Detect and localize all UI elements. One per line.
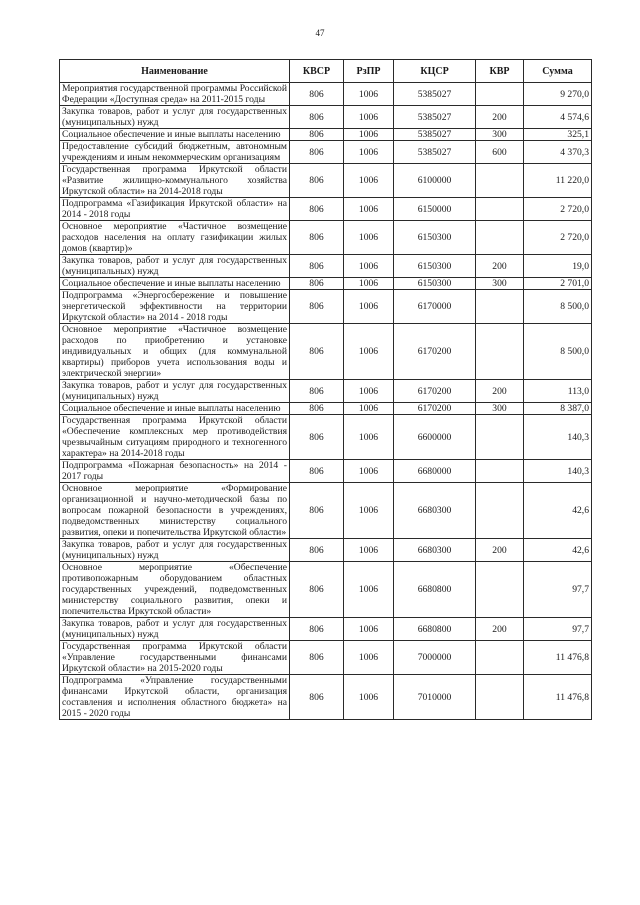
cell-rzpr: 1006	[344, 539, 394, 562]
cell-sum: 4 370,3	[524, 141, 592, 164]
cell-kvsr: 806	[290, 164, 344, 198]
cell-sum: 8 500,0	[524, 290, 592, 324]
cell-name: Основное мероприятие «Обеспечение противопожарным оборудованием областных государственных учреждений, подведомственных министерству социального развития, опеки и попечительства Иркутской области»	[60, 562, 290, 618]
table-row	[60, 141, 592, 164]
cell-kcsr: 6170000	[394, 290, 476, 324]
cell-sum: 8 387,0	[524, 403, 592, 415]
cell-kcsr: 6150300	[394, 221, 476, 255]
cell-kvr	[476, 460, 524, 483]
cell-kvsr: 806	[290, 290, 344, 324]
cell-kcsr: 6170200	[394, 324, 476, 380]
cell-kcsr: 5385027	[394, 129, 476, 141]
table-row	[60, 675, 592, 720]
cell-kvsr: 806	[290, 255, 344, 278]
table-row	[60, 278, 592, 290]
table-row	[60, 641, 592, 675]
cell-sum: 11 476,8	[524, 675, 592, 720]
cell-kvsr: 806	[290, 483, 344, 539]
cell-rzpr: 1006	[344, 83, 394, 106]
cell-kvsr: 806	[290, 83, 344, 106]
cell-name: Основное мероприятие «Формирование организационной и научно-методической базы по вопросам пожарной безопасности в учреждениях, подведомственных министерству социального развития, опеки и попечительства Иркутской области»	[60, 483, 290, 539]
cell-kcsr: 7010000	[394, 675, 476, 720]
cell-kvsr: 806	[290, 618, 344, 641]
cell-name: Закупка товаров, работ и услуг для государственных (муниципальных) нужд	[60, 380, 290, 403]
table-row	[60, 403, 592, 415]
cell-kvsr: 806	[290, 562, 344, 618]
cell-name: Подпрограмма «Пожарная безопасность» на 2014 - 2017 годы	[60, 460, 290, 483]
cell-kcsr: 6150300	[394, 278, 476, 290]
cell-kvr: 300	[476, 278, 524, 290]
cell-rzpr: 1006	[344, 198, 394, 221]
cell-sum: 2 701,0	[524, 278, 592, 290]
cell-name: Подпрограмма «Газификация Иркутской области» на 2014 - 2018 годы	[60, 198, 290, 221]
table-row	[60, 618, 592, 641]
cell-rzpr: 1006	[344, 255, 394, 278]
header-kvr: КВР	[476, 60, 524, 83]
cell-kcsr: 6170200	[394, 403, 476, 415]
cell-kvr: 300	[476, 129, 524, 141]
cell-name: Закупка товаров, работ и услуг для государственных (муниципальных) нужд	[60, 618, 290, 641]
budget-table	[59, 59, 592, 720]
cell-rzpr: 1006	[344, 380, 394, 403]
cell-kcsr: 6680800	[394, 562, 476, 618]
cell-kcsr: 5385027	[394, 83, 476, 106]
cell-kvr: 300	[476, 403, 524, 415]
cell-kvsr: 806	[290, 460, 344, 483]
table-row	[60, 255, 592, 278]
table-row	[60, 164, 592, 198]
table-body	[60, 83, 592, 720]
cell-kvsr: 806	[290, 415, 344, 460]
cell-sum: 11 220,0	[524, 164, 592, 198]
cell-sum: 113,0	[524, 380, 592, 403]
cell-rzpr: 1006	[344, 141, 394, 164]
cell-kvr	[476, 198, 524, 221]
cell-kvr	[476, 83, 524, 106]
cell-kcsr: 6680800	[394, 618, 476, 641]
cell-kvsr: 806	[290, 278, 344, 290]
table-row	[60, 221, 592, 255]
cell-kvr: 200	[476, 380, 524, 403]
cell-kvsr: 806	[290, 641, 344, 675]
cell-kvsr: 806	[290, 106, 344, 129]
cell-kvsr: 806	[290, 324, 344, 380]
header-sum: Сумма	[524, 60, 592, 83]
cell-rzpr: 1006	[344, 278, 394, 290]
cell-sum: 42,6	[524, 539, 592, 562]
cell-name: Подпрограмма «Управление государственными финансами Иркутской области, организация составления и исполнения областного бюджета» на 2015 - 2020 годы	[60, 675, 290, 720]
table-row	[60, 129, 592, 141]
cell-name: Закупка товаров, работ и услуг для государственных (муниципальных) нужд	[60, 539, 290, 562]
cell-sum: 2 720,0	[524, 221, 592, 255]
header-kvsr: КВСР	[290, 60, 344, 83]
cell-name: Социальное обеспечение и иные выплаты населению	[60, 403, 290, 415]
cell-sum: 325,1	[524, 129, 592, 141]
table-row	[60, 83, 592, 106]
cell-kvsr: 806	[290, 129, 344, 141]
cell-kcsr: 6100000	[394, 164, 476, 198]
cell-kcsr: 6680300	[394, 483, 476, 539]
table-row	[60, 198, 592, 221]
cell-rzpr: 1006	[344, 129, 394, 141]
table-row	[60, 460, 592, 483]
cell-sum: 2 720,0	[524, 198, 592, 221]
cell-name: Основное мероприятие «Частичное возмещение расходов населения на оплату газификации жилых домов (квартир)»	[60, 221, 290, 255]
page-number: 47	[315, 28, 325, 38]
cell-sum: 97,7	[524, 618, 592, 641]
cell-name: Социальное обеспечение и иные выплаты населению	[60, 129, 290, 141]
cell-kcsr: 6150000	[394, 198, 476, 221]
cell-kcsr: 6680000	[394, 460, 476, 483]
cell-kvr: 200	[476, 106, 524, 129]
table-row	[60, 380, 592, 403]
cell-name: Мероприятия государственной программы Российской Федерации «Доступная среда» на 2011-2015 годы	[60, 83, 290, 106]
cell-kvr	[476, 483, 524, 539]
cell-name: Государственная программа Иркутской области «Управление государственными финансами Иркутской области» на 2015-2020 годы	[60, 641, 290, 675]
cell-rzpr: 1006	[344, 106, 394, 129]
cell-kvr: 200	[476, 255, 524, 278]
cell-sum: 97,7	[524, 562, 592, 618]
cell-rzpr: 1006	[344, 641, 394, 675]
cell-kvsr: 806	[290, 675, 344, 720]
cell-name: Закупка товаров, работ и услуг для государственных (муниципальных) нужд	[60, 106, 290, 129]
cell-kvr	[476, 221, 524, 255]
cell-kcsr: 6170200	[394, 380, 476, 403]
cell-sum: 11 476,8	[524, 641, 592, 675]
table-row	[60, 415, 592, 460]
cell-kvr	[476, 641, 524, 675]
cell-rzpr: 1006	[344, 290, 394, 324]
cell-kvr	[476, 675, 524, 720]
cell-sum: 19,0	[524, 255, 592, 278]
table-row	[60, 539, 592, 562]
table-row	[60, 483, 592, 539]
cell-kvsr: 806	[290, 198, 344, 221]
cell-kvsr: 806	[290, 221, 344, 255]
cell-kvr	[476, 164, 524, 198]
header-name: Наименование	[60, 60, 290, 83]
cell-rzpr: 1006	[344, 483, 394, 539]
cell-rzpr: 1006	[344, 460, 394, 483]
table-row	[60, 106, 592, 129]
cell-name: Социальное обеспечение и иные выплаты населению	[60, 278, 290, 290]
cell-rzpr: 1006	[344, 221, 394, 255]
cell-sum: 140,3	[524, 460, 592, 483]
cell-kvr	[476, 562, 524, 618]
header-kcsr: КЦСР	[394, 60, 476, 83]
cell-kvr: 200	[476, 539, 524, 562]
cell-kcsr: 7000000	[394, 641, 476, 675]
table-row	[60, 324, 592, 380]
cell-kcsr: 6150300	[394, 255, 476, 278]
cell-kvsr: 806	[290, 403, 344, 415]
cell-kvr	[476, 415, 524, 460]
header-rzpr: РзПР	[344, 60, 394, 83]
cell-rzpr: 1006	[344, 403, 394, 415]
cell-kvr	[476, 324, 524, 380]
table-row	[60, 562, 592, 618]
cell-sum: 4 574,6	[524, 106, 592, 129]
cell-kcsr: 6600000	[394, 415, 476, 460]
cell-kvr	[476, 290, 524, 324]
cell-kcsr: 5385027	[394, 106, 476, 129]
cell-sum: 140,3	[524, 415, 592, 460]
cell-rzpr: 1006	[344, 675, 394, 720]
cell-kvsr: 806	[290, 141, 344, 164]
cell-name: Подпрограмма «Энергосбережение и повышение энергетической эффективности на территории Иркутской области» на 2014 - 2018 годы	[60, 290, 290, 324]
cell-sum: 8 500,0	[524, 324, 592, 380]
cell-name: Государственная программа Иркутской области «Обеспечение комплексных мер противодействия чрезвычайным ситуациям природного и техногенного характера» на 2014-2018 годы	[60, 415, 290, 460]
cell-name: Закупка товаров, работ и услуг для государственных (муниципальных) нужд	[60, 255, 290, 278]
cell-kcsr: 6680300	[394, 539, 476, 562]
cell-rzpr: 1006	[344, 415, 394, 460]
cell-kvr: 600	[476, 141, 524, 164]
cell-rzpr: 1006	[344, 562, 394, 618]
cell-sum: 42,6	[524, 483, 592, 539]
cell-kcsr: 5385027	[394, 141, 476, 164]
cell-rzpr: 1006	[344, 164, 394, 198]
cell-kvr: 200	[476, 618, 524, 641]
table-header-row	[60, 60, 592, 83]
cell-name: Предоставление субсидий бюджетным, автономным учреждениям и иным некоммерческим организациям	[60, 141, 290, 164]
cell-rzpr: 1006	[344, 618, 394, 641]
cell-name: Основное мероприятие «Частичное возмещение расходов по приобретению и установке индивидуальных и общих (для коммунальной квартиры) приборов учета использования воды и электрической энергии»	[60, 324, 290, 380]
cell-name: Государственная программа Иркутской области «Развитие жилищно-коммунального хозяйства Иркутской области» на 2014-2018 годы	[60, 164, 290, 198]
cell-sum: 9 270,0	[524, 83, 592, 106]
cell-kvsr: 806	[290, 539, 344, 562]
cell-kvsr: 806	[290, 380, 344, 403]
cell-rzpr: 1006	[344, 324, 394, 380]
table-row	[60, 290, 592, 324]
